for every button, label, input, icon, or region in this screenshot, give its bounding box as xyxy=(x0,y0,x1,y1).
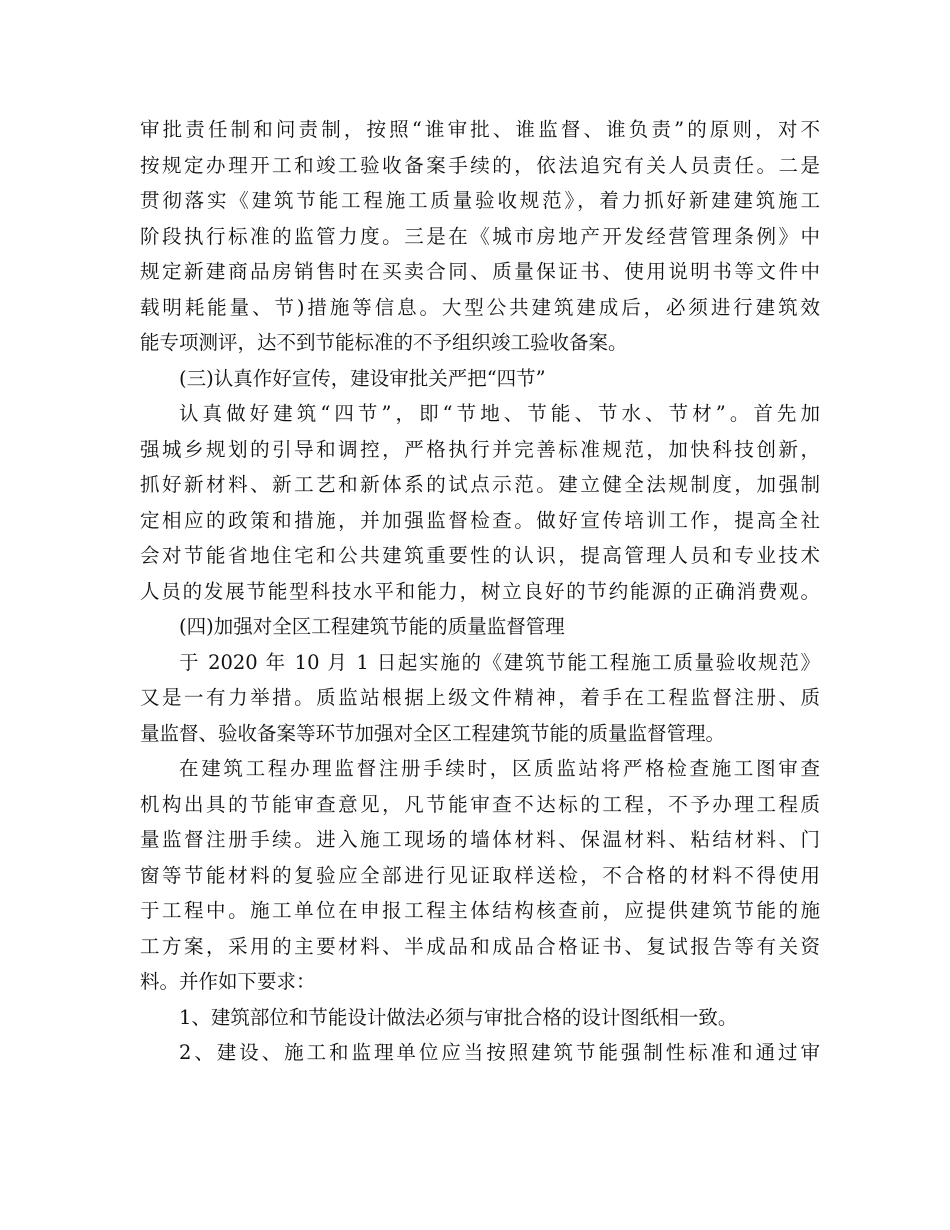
text-line: 贯彻落实《建筑节能工程施工质量验收规范》，着力抓好新建建筑施工 xyxy=(140,189,820,212)
text-line: 认真做好建筑“四节”，即“节地、节能、节水、节材”。首先加 xyxy=(179,402,820,425)
text-line: 阶段执行标准的监管力度。三是在《城市房地产开发经营管理条例》中 xyxy=(140,224,820,248)
text-line: 机构出具的节能审查意见，凡节能审查不达标的工程，不予办理工程质 xyxy=(140,792,820,816)
text-line: 又是一有力举措。质监站根据上级文件精神，着手在工程监督注册、质 xyxy=(140,686,820,709)
text-line: 窗等节能材料的复验应全部进行见证取样送检，不合格的材料不得使用 xyxy=(140,863,820,887)
text-line: 工方案，采用的主要材料、半成品和成品合格证书、复试报告等有关资 xyxy=(140,934,820,958)
text-line: 于 2020 年 10 月 1 日起实施的《建筑节能工程施工质量验收规范》 xyxy=(179,650,820,674)
text-line: 抓好新材料、新工艺和新体系的试点示范。建立健全法规制度，加强制 xyxy=(140,473,820,496)
text-line: (四)加强对全区工程建筑节能的质量监督管理 xyxy=(179,615,565,638)
text-line: 人员的发展节能型科技水平和能力，树立良好的节约能源的正确消费观。 xyxy=(140,579,820,603)
text-line: 于工程中。施工单位在申报工程主体结构核查前，应提供建筑节能的施 xyxy=(140,899,820,922)
text-line: 会对节能省地住宅和公共建筑重要性的认识，提高管理人员和专业技术 xyxy=(140,544,820,567)
text-line: 载明耗能量、节)措施等信息。大型公共建筑建成后，必须进行建筑效 xyxy=(140,295,820,319)
text-line: 规定新建商品房销售时在买卖合同、质量保证书、使用说明书等文件中 xyxy=(140,260,820,283)
text-line: 1、建筑部位和节能设计做法必须与审批合格的设计图纸相一致。 xyxy=(179,1005,738,1029)
text-line: 能专项测评，达不到节能标准的不予组织竣工验收备案。 xyxy=(140,331,628,354)
text-line: 2、建设、施工和监理单位应当按照建筑节能强制性标准和通过审 xyxy=(179,1041,820,1064)
text-line: 审批责任制和问责制，按照“谁审批、谁监督、谁负责”的原则，对不 xyxy=(140,118,820,141)
text-line: (三)认真作好宣传，建设审批关严把“四节” xyxy=(179,366,546,390)
text-line: 料。并作如下要求： xyxy=(140,970,316,993)
text-line: 量监督、验收备案等环节加强对全区工程建筑节能的质量监督管理。 xyxy=(140,721,726,745)
document-body xyxy=(140,112,820,1071)
text-line: 在建筑工程办理监督注册手续时，区质监站将严格检查施工图审查 xyxy=(179,757,820,780)
text-line: 定相应的政策和措施，并加强监督检查。做好宣传培训工作，提高全社 xyxy=(140,508,820,532)
text-line: 按规定办理开工和竣工验收备案手续的，依法追究有关人员责任。二是 xyxy=(140,153,820,177)
text-line: 强城乡规划的引导和调控，严格执行并完善标准规范，加快科技创新， xyxy=(140,437,820,461)
text-line: 量监督注册手续。进入施工现场的墙体材料、保温材料、粘结材料、门 xyxy=(140,828,820,851)
